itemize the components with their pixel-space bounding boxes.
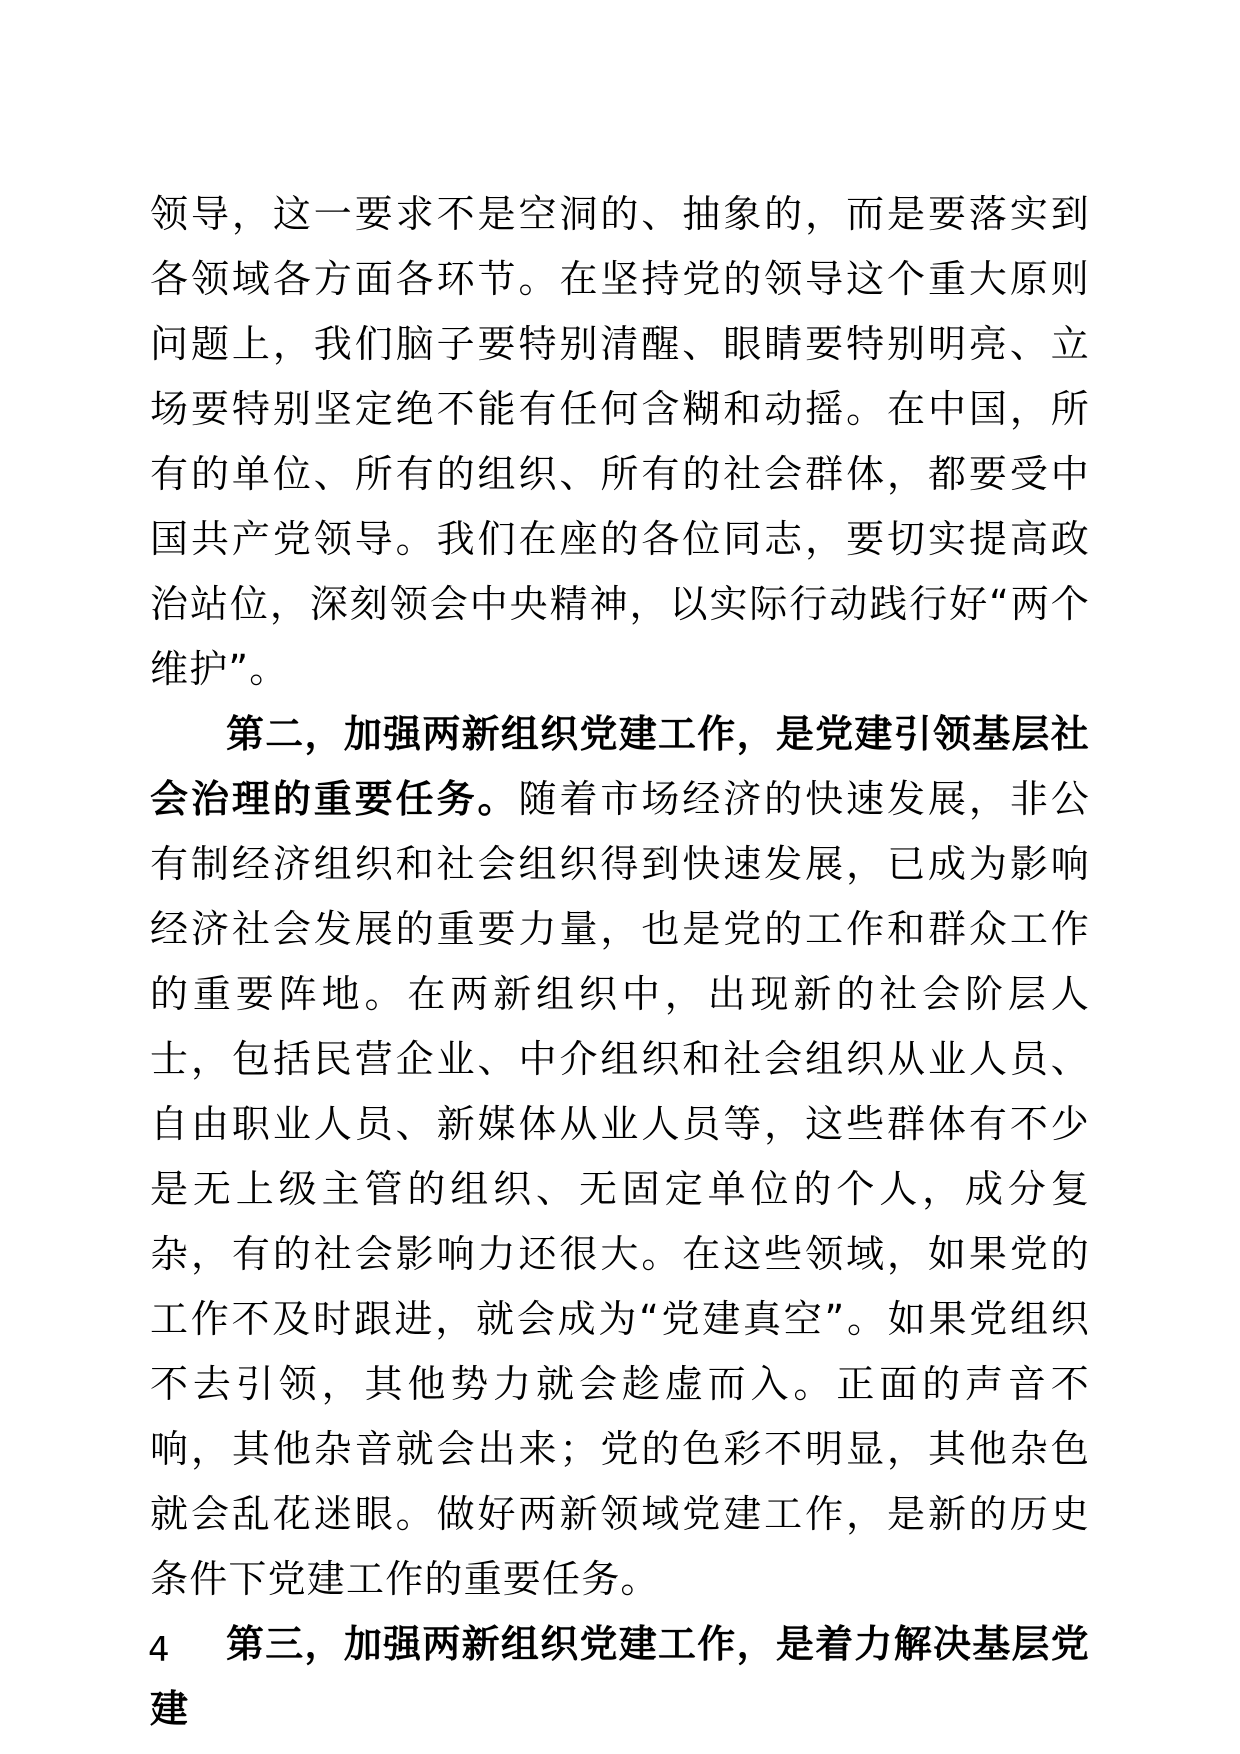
paragraph-3: [150, 1612, 1090, 1742]
page-number: 4: [148, 1630, 170, 1670]
paragraph-2-heading: 第二，加强两新组织党建工作，是党建引领基层社会治理的重要任务。: [150, 712, 1090, 821]
paragraph-2-text: 随着市场经济的快速发展，非公有制经济组织和社会组织得到快速发展，已成为影响经济社会发展的重要力量，也是党的工作和群众工作的重要阵地。在两新组织中，出现新的社会阶层人士，包括民营企业、中介组织和社会组织从业人员、自由职业人员、新媒体从业人员等，这些群体有不少是无上级主管的组织、无固定单位的个人，成分复杂，有的社会影响力还很大。在这些领域，如果党的工作不及时跟进，就会成为“党建真空”。如果党组织不去引领，其他势力就会趁虚而入。正面的声音不响，其他杂音就会出来；党的色彩不明显，其他杂色就会乱花迷眼。做好两新领域党建工作，是新的历史条件下党建工作的重要任务。: [150, 777, 1090, 1601]
paragraph-3-heading: 第三，加强两新组织党建工作，是着力解决基层党建: [150, 1622, 1090, 1731]
paragraph-1: [150, 182, 1090, 702]
paragraph-1-text: 领导，这一要求不是空洞的、抽象的，而是要落实到各领域各方面各环节。在坚持党的领导这个重大原则问题上，我们脑子要特别清醒、眼睛要特别明亮、立场要特别坚定绝不能有任何含糊和动摇。在中国，所有的单位、所有的组织、所有的社会群体，都要受中国共产党领导。我们在座的各位同志，要切实提高政治站位，深刻领会中央精神，以实际行动践行好“两个维护”。: [150, 192, 1090, 691]
paragraph-2: [150, 702, 1090, 1612]
document-body: [150, 182, 1090, 1742]
